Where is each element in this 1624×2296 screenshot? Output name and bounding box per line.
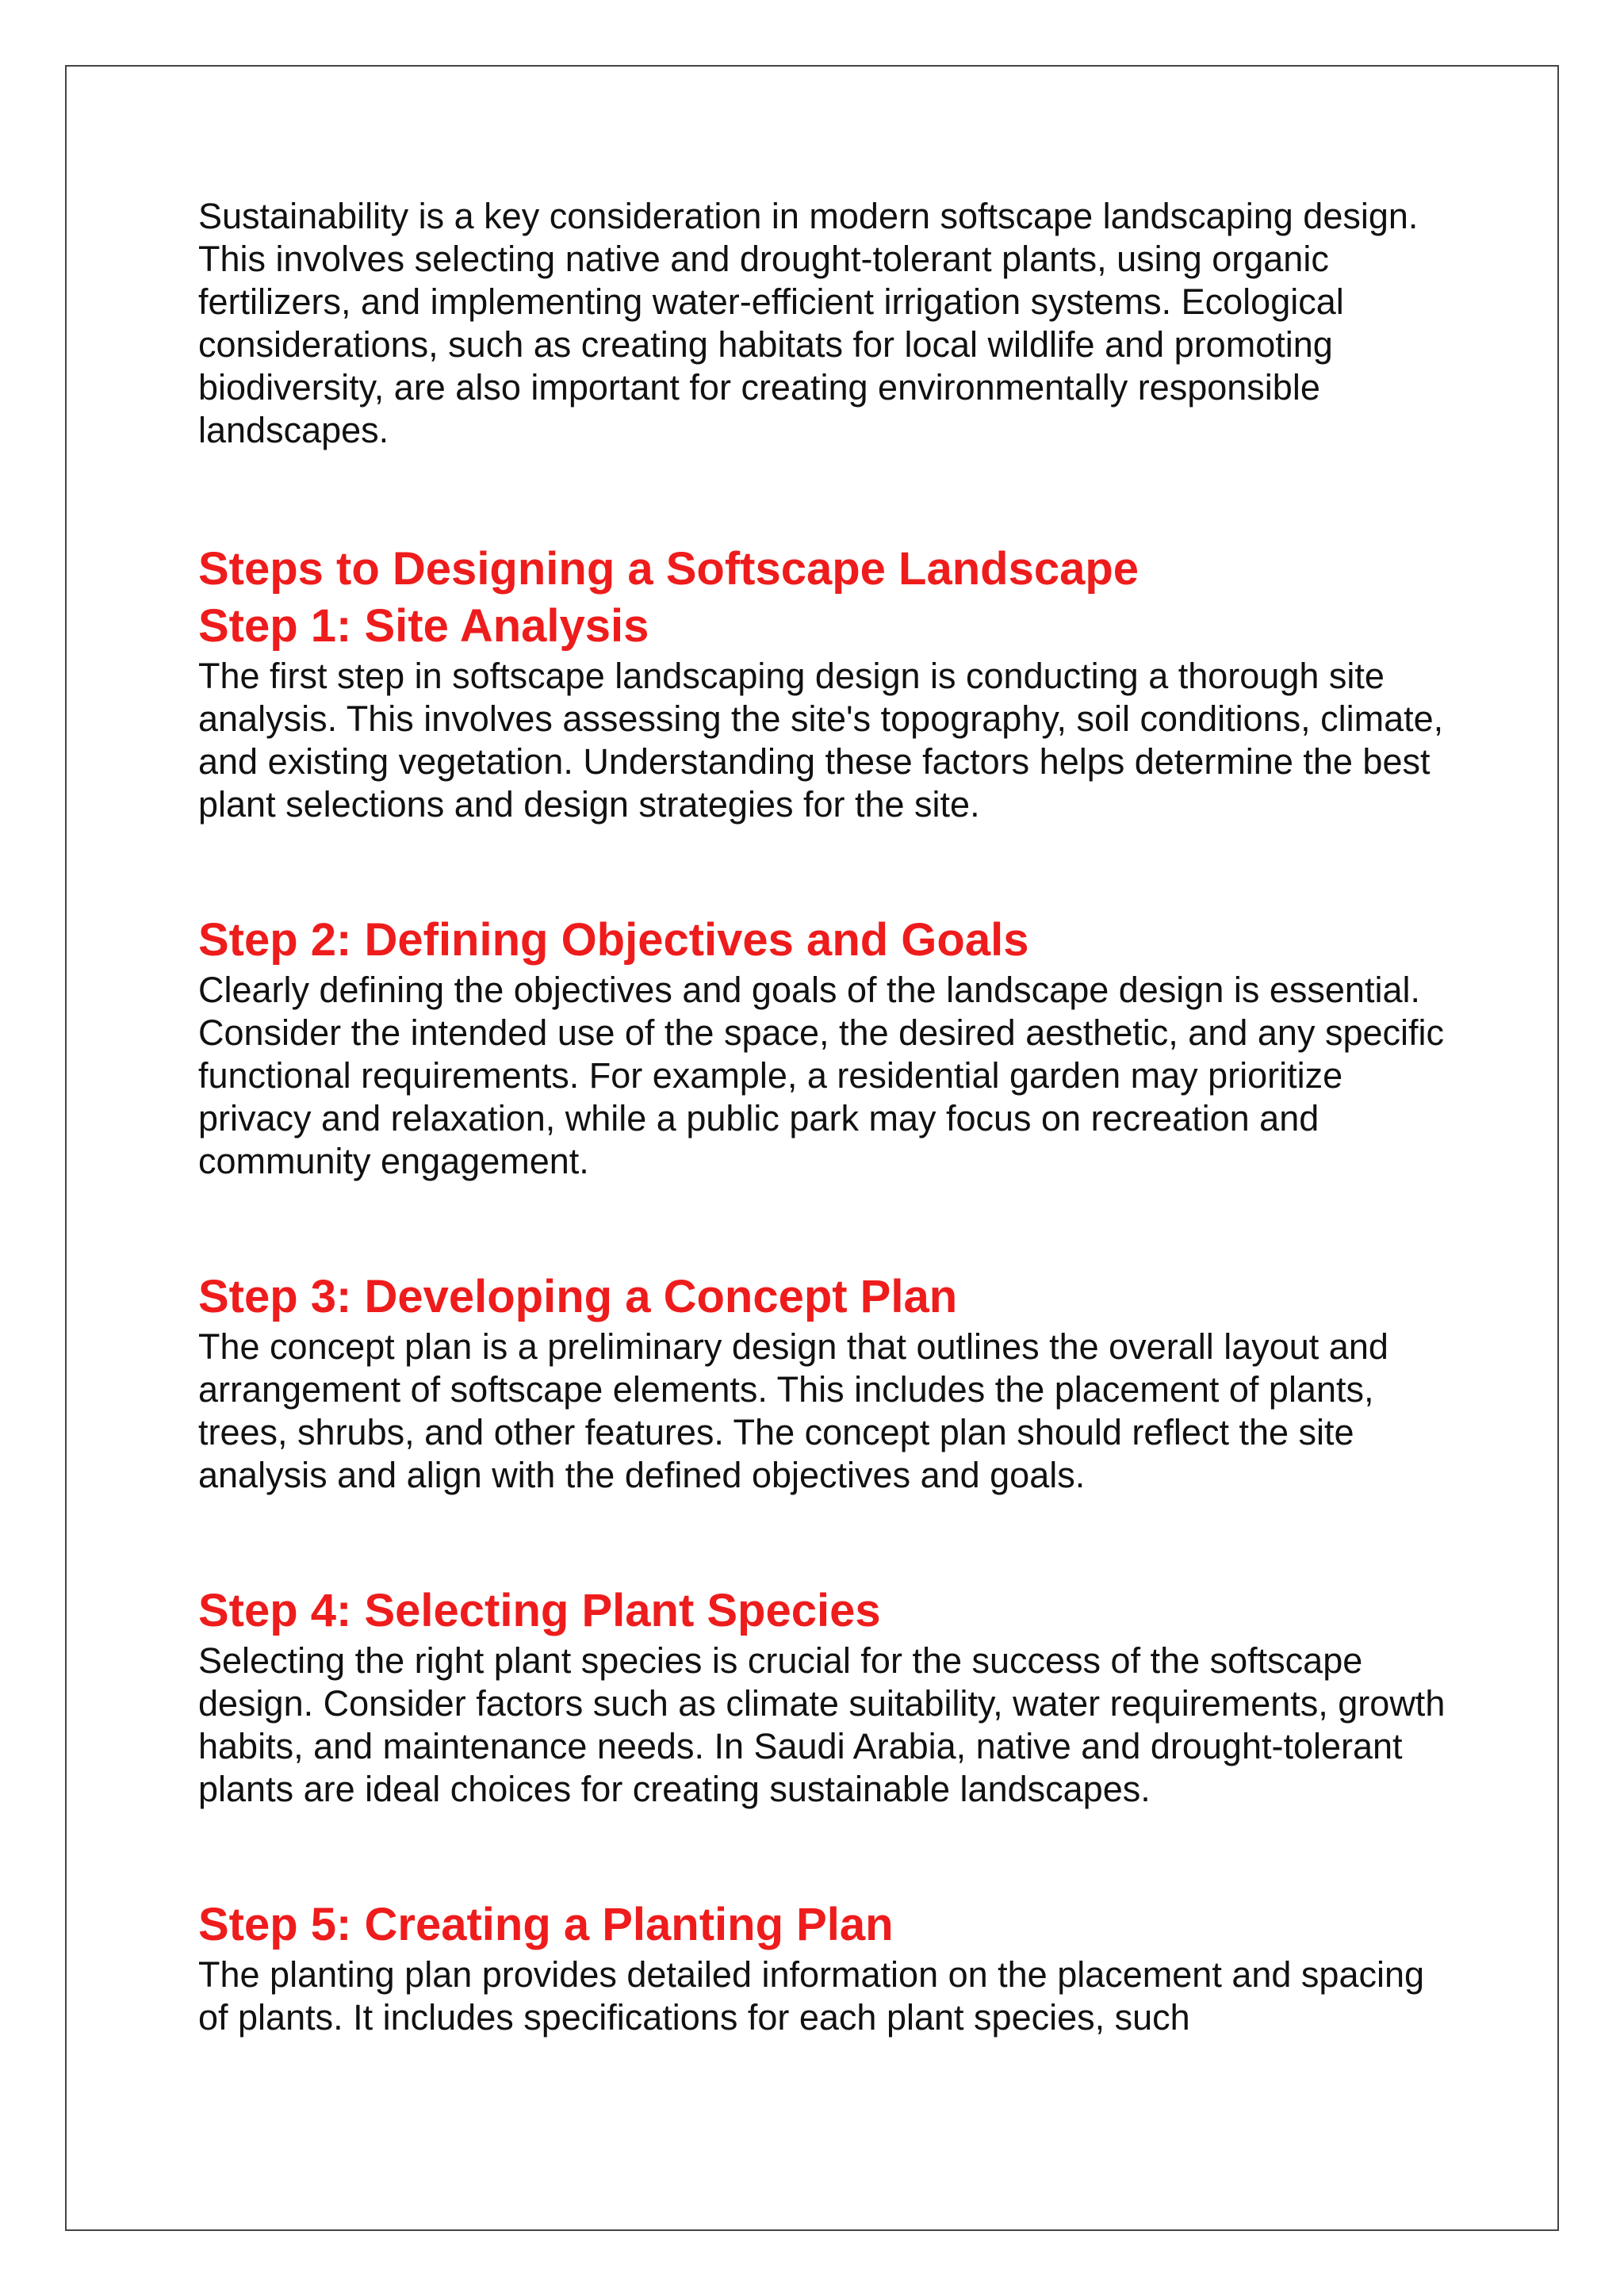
step-1-paragraph: The first step in softscape landscaping design is conducting a thorough site analysis. This involves assessing the site's topography, soil conditions, climate, and existing vegetation. Understanding these factors helps determine the best plant selections and design strategies for the site.	[198, 656, 1444, 825]
step-4-section	[198, 1582, 1451, 1811]
step-3-paragraph: The concept plan is a preliminary design that outlines the overall layout and arrangement of softscape elements. This includes the placement of plants, trees, shrubs, and other features. The concept plan should reflect the site analysis and align with the defined objectives and goals.	[198, 1326, 1388, 1495]
step-1-section	[198, 598, 1451, 826]
document-content	[198, 195, 1451, 2039]
step-1-heading: Step 1: Site Analysis	[198, 600, 649, 652]
step-4-paragraph: Selecting the right plant species is crucial for the success of the softscape design. Consider factors such as climate suitability, water requirements, growth habits, and maintenance needs. In Saudi Arabia, native and drought-tolerant plants are ideal choices for creating sustainable landscapes.	[198, 1640, 1446, 1809]
main-heading: Steps to Designing a Softscape Landscape	[198, 543, 1139, 595]
step-2-section	[198, 912, 1451, 1183]
step-5-heading: Step 5: Creating a Planting Plan	[198, 1899, 894, 1950]
step-3-section	[198, 1269, 1451, 1497]
step-4-heading: Step 4: Selecting Plant Species	[198, 1585, 881, 1636]
intro-paragraph: Sustainability is a key consideration in modern softscape landscaping design. This involves selecting native and drought-tolerant plants, using organic fertilizers, and implementing water-efficient irrigation systems. Ecological considerations, such as creating habitats for local wildlife and promoting biodiversity, are also important for creating environmentally responsible landscapes.	[198, 196, 1419, 450]
step-3-heading: Step 3: Developing a Concept Plan	[198, 1271, 958, 1322]
step-2-paragraph: Clearly defining the objectives and goals of the landscape design is essential. Consider the intended use of the space, the desired aesthetic, and any specific functional requirements. For example, a residential garden may prioritize privacy and relaxation, while a public park may focus on recreation and community engagement.	[198, 970, 1445, 1181]
step-5-section	[198, 1896, 1451, 2039]
step-2-heading: Step 2: Defining Objectives and Goals	[198, 914, 1029, 966]
step-5-paragraph: The planting plan provides detailed information on the placement and spacing of plants. It includes specifications for each plant species, such	[198, 1954, 1425, 2038]
